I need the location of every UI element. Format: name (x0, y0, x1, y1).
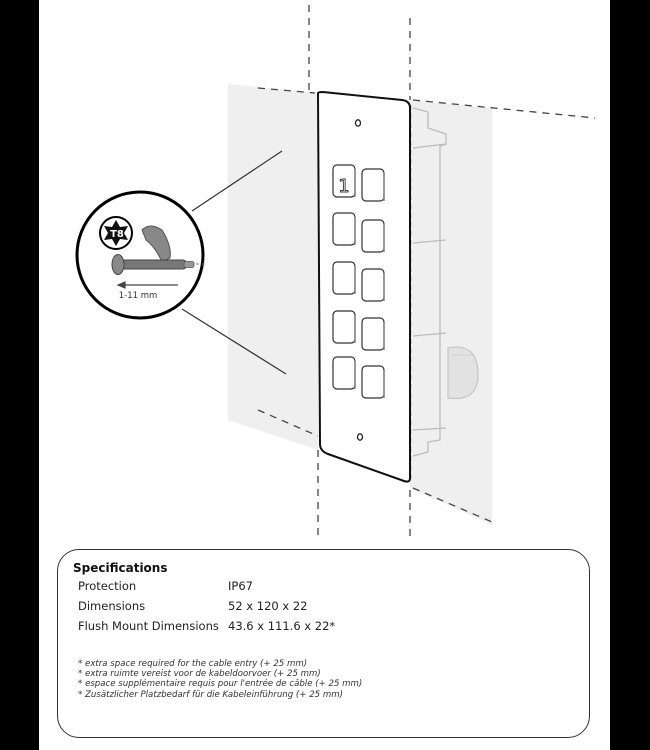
spec-value: 52 x 120 x 22 (228, 599, 308, 613)
spec-row-protection (78, 579, 253, 593)
wall-left-panel (228, 84, 318, 450)
spec-value: 43.6 x 111.6 x 22* (228, 619, 336, 633)
key-1-label: 1 (338, 176, 350, 197)
footnote-nl: * extra ruimte vereist voor de kabeldoorvoer (+ 25 mm) (78, 669, 321, 680)
svg-text:T8: T8 (110, 229, 124, 240)
spec-value: IP67 (228, 579, 253, 593)
spec-label: Protection (78, 579, 137, 593)
specifications-panel (57, 549, 590, 738)
spec-label: Flush Mount Dimensions (78, 619, 219, 633)
specifications-title: Specifications (73, 561, 168, 575)
spec-row-dimensions (78, 599, 307, 613)
spec-label: Dimensions (78, 599, 146, 613)
footnote-de: * Zusätzlicher Platzbedarf für die Kabeleinführung (+ 25 mm) (78, 689, 343, 700)
torx-t8-icon (100, 217, 132, 249)
cable-gland (448, 347, 478, 398)
clamp-range-label: 1-11 mm (118, 291, 158, 301)
footnotes (78, 659, 362, 700)
footnote-fr: * espace supplémentaire requis pour l'entrée de câble (+ 25 mm) (78, 679, 363, 690)
wall-right-panel (410, 100, 492, 525)
spec-row-flush-mount (78, 619, 335, 633)
footnote-en: * extra space required for the cable entry (+ 25 mm) (78, 659, 308, 669)
